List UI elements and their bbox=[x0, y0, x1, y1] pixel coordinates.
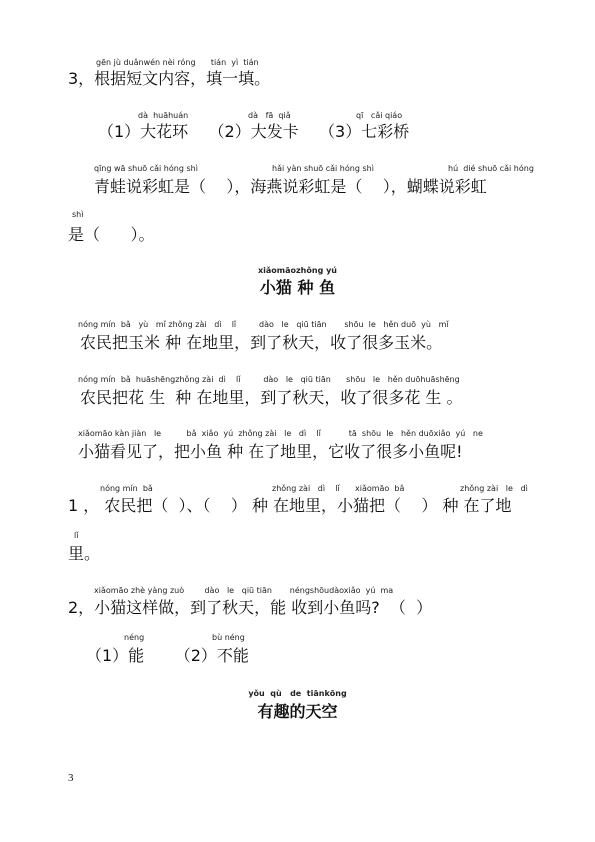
question-3-text: 3，根据短文内容，填一填。 bbox=[68, 69, 271, 88]
story-line-2-pinyin: nóng mín bǎ huāshēngzhǒng zài dì lǐ dào le qiū tiān shōu le hěn duōhuāshēng bbox=[78, 375, 460, 384]
story-line-1: 农民把玉米 种 在地里，到了秋天，收了很多玉米。 bbox=[80, 333, 443, 352]
rainbow-pinyin-4: shì bbox=[72, 210, 84, 219]
question-2-choices: （1）能 （2）不能 bbox=[86, 646, 249, 665]
rainbow-pinyin-2: hǎi yàn shuō cǎi hóng shì bbox=[272, 164, 374, 173]
question-2-pinyin: xiǎomāo zhè yàng zuò dào le qiū tiān néngshōudàoxiǎo yú ma bbox=[94, 586, 394, 595]
story-line-1-pinyin: nóng mín bǎ yù mǐ zhǒng zài dì lǐ dào le qiū tiān shōu le hěn duō yù mǐ bbox=[78, 320, 449, 329]
story-line-3-pinyin: xiǎomāo kàn jiàn le bǎ xiǎo yú zhǒng zài le dì lǐ tā shōu le hěn duōxiǎo yú ne bbox=[78, 429, 483, 438]
choice-1-pinyin: dà huāhuán bbox=[138, 111, 189, 120]
next-title: 有趣的天空 bbox=[257, 702, 338, 721]
question-1-line-1: 1 ， 农民把（ ）、（ ） 种 在地里，小猫把（ ） 种 在了地 bbox=[68, 496, 512, 515]
story-title-pinyin: xiǎomāozhǒng yú bbox=[258, 266, 337, 275]
question-1-pinyin-1: nóng mín bǎ bbox=[100, 484, 153, 493]
question-2-text: 2，小猫这样做，到了秋天，能 收到小鱼吗? （ ） bbox=[68, 598, 433, 617]
question-3-pinyin: gēn jù duǎnwén nèi róng tián yì tián bbox=[96, 58, 259, 67]
story-line-3: 小猫看见了，把小鱼 种 在了地里，它收了很多小鱼呢! bbox=[78, 442, 463, 461]
question-1-pinyin-3: zhǒng zài le dì bbox=[460, 484, 528, 493]
question-1-pinyin-2: zhǒng zài dì lǐ xiǎomāo bǎ bbox=[272, 484, 405, 493]
rainbow-pinyin-3: hú dié shuō cǎi hóng bbox=[448, 164, 534, 173]
story-line-2: 农民把花 生 种 在地里，到了秋天，收了很多花 生 。 bbox=[80, 388, 463, 407]
question-1-pinyin-4: lǐ bbox=[74, 531, 79, 540]
rainbow-pinyin-1: qīng wā shuō cǎi hóng shì bbox=[94, 164, 198, 173]
answer-1-pinyin: néng bbox=[124, 633, 145, 642]
rainbow-line-1: 青蛙说彩虹是（ ），海燕说彩虹是（ ），蝴蝶说彩虹 bbox=[94, 177, 487, 196]
question-3-choices: （1）大花环 （2）大发卡 （3）七彩桥 bbox=[98, 122, 410, 141]
rainbow-line-2: 是（ ）。 bbox=[68, 225, 155, 244]
next-title-pinyin: yǒu qù de tiānkōng bbox=[248, 689, 347, 698]
answer-2-pinyin: bù néng bbox=[212, 633, 245, 642]
page-number: 3 bbox=[68, 772, 74, 784]
story-title: 小猫 种 鱼 bbox=[259, 278, 336, 297]
choice-2-pinyin: dà fā qiǎ bbox=[248, 111, 291, 120]
question-1-line-2: 里。 bbox=[68, 544, 101, 563]
choice-3-pinyin: qī cǎi qiáo bbox=[356, 111, 403, 120]
